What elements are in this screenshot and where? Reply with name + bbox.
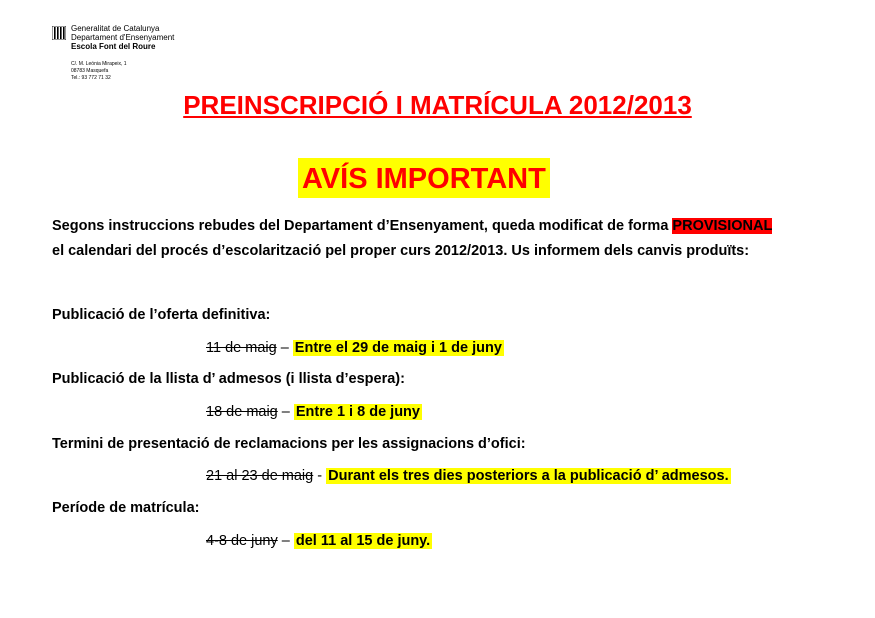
- org-line-department: Departament d'Ensenyament: [71, 33, 175, 42]
- old-date: 4-8 de juny: [206, 533, 278, 549]
- new-date: del 11 al 15 de juny.: [295, 533, 431, 549]
- date-change-offer: [206, 339, 504, 357]
- section-label-admitted: Publicació de la llista d’ admesos (i llista d’espera):: [52, 371, 405, 387]
- school-name: Escola Font del Roure: [71, 42, 156, 51]
- old-date: 21 al 23 de maig: [206, 468, 314, 484]
- new-date: Entre el 29 de maig i 1 de juny: [294, 340, 502, 356]
- page-title: [0, 90, 875, 121]
- old-date: 18 de maig: [206, 404, 278, 420]
- section-label-enrollment: Període de matrícula:: [52, 500, 200, 516]
- new-date: Durant els tres dies posteriors a la publicació d’ admesos.: [328, 468, 729, 484]
- org-line-generalitat: Generalitat de Catalunya: [71, 24, 160, 33]
- school-address: [71, 61, 127, 82]
- address-phone: Tel.: 93 772 71 32: [71, 75, 111, 81]
- important-notice: AVÍS IMPORTANT: [298, 158, 550, 198]
- old-date: 11 de maig: [206, 340, 277, 356]
- section-label-offer: Publicació de l’oferta definitiva:: [52, 307, 271, 323]
- section-label-claims: Termini de presentació de reclamacions per les assignacions d’ofici:: [52, 436, 526, 452]
- date-change-admitted: [206, 403, 422, 421]
- organization-name: [71, 24, 174, 51]
- address-city: 08783 Masquefa: [71, 68, 109, 74]
- date-change-enrollment: [206, 532, 432, 550]
- provisional-highlight: PROVISIONAL: [672, 218, 773, 234]
- intro-text-end: el calendari del procés d’escolarització pel proper curs 2012/2013. Us informem dels canvis produïts:: [52, 243, 750, 259]
- intro-text-start: Segons instruccions rebudes del Departament d’Ensenyament, queda modificat de forma: [52, 218, 673, 234]
- intro-paragraph: [52, 214, 852, 264]
- page-title-text: PREINSCRIPCIÓ I MATRÍCULA 2012/2013: [183, 90, 692, 120]
- date-change-claims: [206, 467, 731, 485]
- generalitat-logo-icon: [52, 26, 66, 40]
- new-date: Entre 1 i 8 de juny: [295, 404, 420, 420]
- date-separator: –: [277, 404, 294, 420]
- date-separator: –: [277, 533, 294, 549]
- address-street: C/. M. Leónia Mirapeix, 1: [71, 61, 127, 67]
- date-separator: –: [276, 340, 293, 356]
- date-separator: -: [313, 468, 327, 484]
- letterhead: [52, 24, 252, 90]
